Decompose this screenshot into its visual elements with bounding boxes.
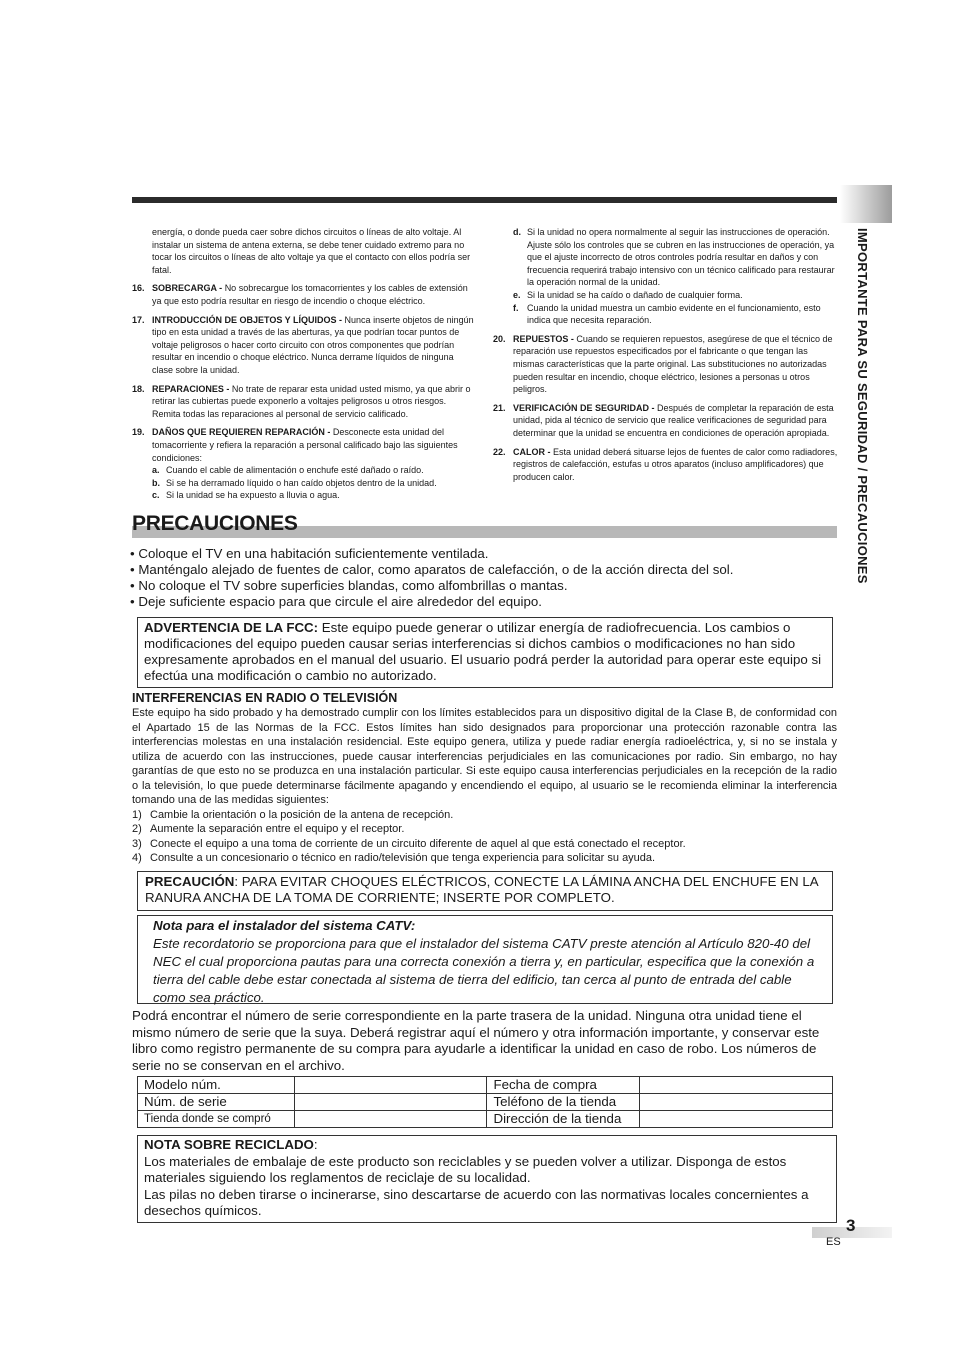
top-rule xyxy=(132,197,837,203)
safety-item-16: 16. SOBRECARGA - No sobrecargue los tomacorrientes y los cables de extensión ya que esto podría resultar en riesgo de incendio o choque eléctrico. xyxy=(132,283,468,306)
interference-text: Este equipo ha sido probado y ha demostrado cumplir con los límites establecidos para un dispositivo digital de la Clase B, de conformidad con el Apartado 15 de las Normas de la FCC. Estos límites han sido designados para proporcionar una protección razonable contra las interferencias molestas en una instalación residencial. Este equipo genera, utiliza y puede radiar energía radioeléctrica, y, si no se instala y utiliza de acuerdo con las instrucciones, puede causar interferencias perjudiciales en las comunicaciones por radio. Sin embargo, no hay garantías de que esto no se produzca en una instalación particular. Si este equipo causa interferencias perjudiciales en la recepción de la radio o la televisión, lo que puede determinarse fácilmente apagando y encendiendo el equipo, al usuario se le recomienda eliminar la interferencia tomando una de las medidas siguientes: xyxy=(132,707,837,806)
measure-item: 2) Aumente la separación entre el equipo y el receptor. xyxy=(132,823,405,835)
safety-item-22: 22. CALOR - Esta unidad deberá situarse lejos de fuentes de calor como radiadores, registros de calefacción, estufas u otros aparatos (incluso amplificadores) que producen calor. xyxy=(493,446,838,482)
side-section-label: IMPORTANTE PARA SU SEGURIDAD / PRECAUCIONES xyxy=(855,228,870,584)
safety-column-right xyxy=(493,226,838,483)
fcc-heading: ADVERTENCIA DE LA FCC: xyxy=(144,620,319,635)
condition-f: f. Cuando la unidad muestra un cambio evidente en el funcionamiento, esto indica que necesita reparación. xyxy=(513,302,821,326)
recycling-heading-line: NOTA SOBRE RECICLADO: xyxy=(144,1137,318,1152)
recycling-paragraph-1: Los materiales de embalaje de este producto son reciclables y se pueden volver a utilizar. Disponga de estos materiales siguiendo los reglamentos de reciclaje de su localidad. xyxy=(144,1153,787,1185)
measure-item: 1) Cambie la orientación o la posición de la antena de recepción. xyxy=(132,808,454,821)
measure-item: 4) Consulte a un concesionario o técnico en radio/televisión que tenga experiencia para solicitar su ayuda. xyxy=(132,852,656,864)
table-row xyxy=(138,1111,833,1128)
condition-b: b. Si se ha derramado líquido o han caído objetos dentro de la unidad. xyxy=(152,477,437,488)
fcc-text: Este equipo puede generar o utilizar energía de radiofrecuencia. Los cambios o modificaciones del equipo pueden causar serias interferencias si dichos cambios o modificaciones no han sido expresamente aprobados en el manual del usuario. El usuario podrá perder la autoridad para operar este equipo si efectúa una modificación o cambio no autorizado. xyxy=(144,620,822,683)
catv-text: Este recordatorio se proporciona para que el instalador del sistema CATV preste atención al Artículo 820-40 del NEC el cual proporciona pautas para una correcta conexión a tierra y, en particular, especifica que la conexión a tierra del cable debe estar conectada al sistema de tierra del edificio, tan cerca al punto de entrada del cable como sea práctico. xyxy=(153,936,815,1005)
interference-heading: INTERFERENCIAS EN RADIO O TELEVISIÓN xyxy=(132,691,398,705)
condition-list xyxy=(493,226,838,327)
serial-number-paragraph: Podrá encontrar el número de serie correspondiente en la parte trasera de la unidad. Ninguna otra unidad tiene el mismo número de serie que la suya. Deberá registrar aquí el número y otra información importante, y conservar este libro como registro permanente de su compra para ayudarle a identificar la unidad en caso de robo. Los números de serie no se conservan en el archivo. xyxy=(132,1008,820,1073)
condition-e: e. Si la unidad se ha caído o dañado de cualquier forma. xyxy=(513,289,743,300)
store-phone-field[interactable] xyxy=(640,1094,833,1111)
bullet-item: • Coloque el TV en una habitación suficientemente ventilada. xyxy=(130,546,489,561)
caution-box xyxy=(137,871,833,911)
table-row xyxy=(138,1077,833,1094)
section-title: PRECAUCIONES xyxy=(132,512,298,535)
bullet-item: • Manténgalo alejado de fuentes de calor, como aparatos de calefacción, o de la acción directa del sol. xyxy=(130,562,734,577)
store-field[interactable] xyxy=(294,1111,487,1128)
recycling-note-box xyxy=(137,1135,837,1223)
recycling-paragraph-2: Las pilas no deben tirarse o incinerarse, sino descartarse de acuerdo con las normativas locales concernientes a desechos químicos. xyxy=(144,1186,809,1218)
purchase-date-field[interactable] xyxy=(640,1077,833,1094)
serial-field[interactable] xyxy=(294,1094,487,1111)
caution-heading: PRECAUCIÓN xyxy=(145,874,235,889)
measure-item: 3) Conecte el equipo a una toma de corriente de un circuito diferente de aquel al que está conectado el receptor. xyxy=(132,837,686,850)
safety-item-20: 20. REPUESTOS - Cuando se requieren repuestos, asegúrese de que el técnico de reparación use repuestos especificados por el fabricante o que tengan las mismas características que la parte original. Las substituciones no autorizadas pueden resultar en incendio, choque eléctrico, lesiones a personas u otros peligros. xyxy=(493,333,833,395)
condition-c: c. Si la unidad se ha expuesto a lluvia o agua. xyxy=(152,490,340,501)
page-number: 3 xyxy=(846,1216,856,1235)
model-label: Modelo núm. xyxy=(138,1077,295,1094)
model-field[interactable] xyxy=(294,1077,487,1094)
serial-label: Núm. de serie xyxy=(138,1094,295,1111)
safety-item-17: 17. INTRODUCCIÓN DE OBJETOS Y LÍQUIDOS - Nunca inserte objetos de ningún tipo en esta unidad a través de las aberturas, ya que podrían tocar puntos de voltaje peligrosos o hacer corto circuito con otros componentes que podrían resultar en incendio o choque eléctrico. Nunca derrame líquidos de ninguna clase sobre la unidad. xyxy=(132,314,474,375)
interference-section xyxy=(132,706,837,866)
caution-text: : PARA EVITAR CHOQUES ELÉCTRICOS, CONECTE LA LÁMINA ANCHA DEL ENCHUFE EN LA RANURA ANCHA DE LA TOMA DE CORRIENTE; INSERTE POR COMPLETO. xyxy=(145,874,818,905)
section-tab xyxy=(840,185,892,223)
purchase-record-table xyxy=(137,1076,833,1128)
catv-heading: Nota para el instalador del sistema CATV: xyxy=(153,918,416,933)
precauciones-heading xyxy=(132,510,837,538)
store-address-label: Dirección de la tienda xyxy=(487,1111,640,1128)
precauciones-list xyxy=(130,546,840,610)
store-label: Tienda donde se compró xyxy=(138,1111,295,1128)
catv-note-box xyxy=(137,915,833,1004)
condition-d: d. Si la unidad no opera normalmente al seguir las instrucciones de operación. Ajuste sólo los controles que se cubren en las instrucciones de operación, ya que el ajuste incorrecto de otros controles podría resultar en daños y con frecuencia requerirá trabajo intensivo con un técnico calificado para restaurar la operación normal de la unidad. xyxy=(513,227,835,288)
fcc-warning-box xyxy=(137,617,833,688)
bullet-item: • No coloque el TV sobre superficies blandas, como alfombrillas o mantas. xyxy=(130,578,568,593)
safety-item-18: 18. REPARACIONES - No trate de reparar esta unidad usted mismo, ya que abrir o retirar las cubiertas puede exponerlo a voltajes peligrosos u otros riesgos. Remita todas las reparaciones al personal de servicio calificado. xyxy=(132,383,471,419)
safety-item-21: 21. VERIFICACIÓN DE SEGURIDAD - Después de completar la reparación de esta unidad, pida al técnico de servicio que realice verificaciones de seguridad para determinar que la unidad se encuentra en condiciones de operación apropiada. xyxy=(493,402,834,438)
purchase-date-label: Fecha de compra xyxy=(487,1077,640,1094)
language-code: ES xyxy=(826,1236,841,1248)
continued-paragraph: energía, o donde pueda caer sobre dichos circuitos o líneas de alto voltaje. Al instalar un sistema de antena externa, se debe tener cuidado extremo para no tocar los circuitos o líneas de alto voltaje ya que el contacto con ellos podría ser fatal. xyxy=(152,227,471,275)
condition-a: a. Cuando el cable de alimentación o enchufe esté dañado o raído. xyxy=(152,465,424,476)
safety-item-19: 19. DAÑOS QUE REQUIEREN REPARACIÓN - Desconecte esta unidad del tomacorriente y refiera la reparación a personal calificado bajo las siguientes condiciones: a. Cuando el cable de alimentación o enchufe esté dañado o raído. b. Si se ha derramado líquido o han caído objetos dentro de la unidad. c. Si la unidad se ha expuesto a lluvia o agua. xyxy=(132,426,474,502)
bullet-item: • Deje suficiente espacio para que circule el aire alrededor del equipo. xyxy=(130,594,542,609)
store-phone-label: Teléfono de la tienda xyxy=(487,1094,640,1111)
store-address-field[interactable] xyxy=(640,1111,833,1128)
safety-column-left xyxy=(132,226,474,502)
table-row xyxy=(138,1094,833,1111)
